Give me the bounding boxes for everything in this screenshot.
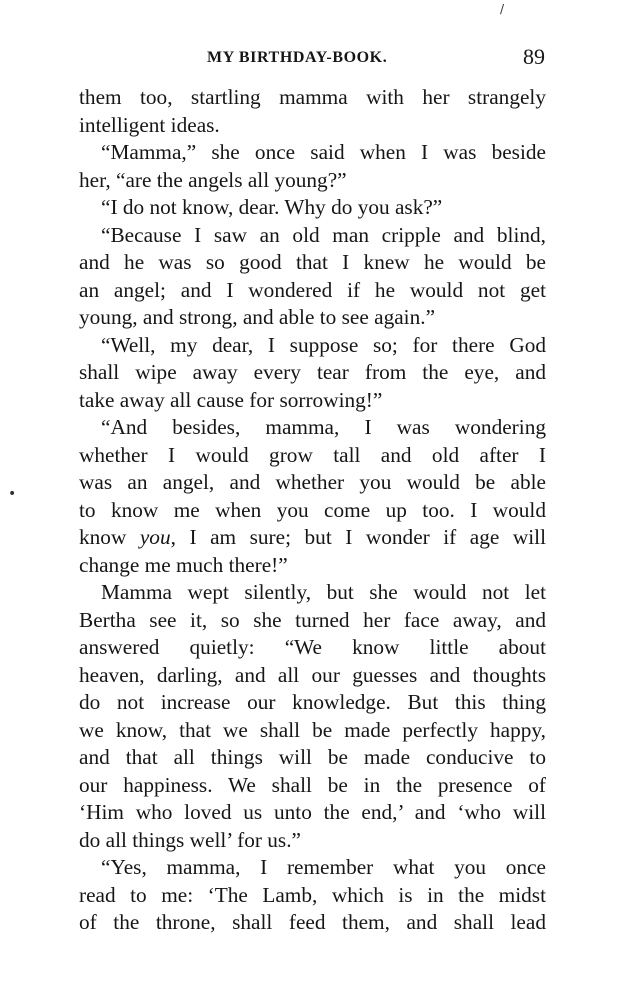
text-line: “And besides, mamma, I was wondering	[101, 415, 546, 439]
stray-pencil-mark: /	[500, 2, 505, 16]
text-line: was an angel, and whether you would be able	[79, 470, 546, 494]
text-line: intelligent ideas.	[79, 112, 220, 137]
text-line-with-emphasis	[79, 524, 546, 552]
text-line: take away all cause for sorrowing!”	[79, 387, 383, 412]
text-line: “Because I saw an old man cripple and blind,	[101, 222, 546, 247]
page-header	[80, 44, 547, 74]
text-line: Bertha see it, so she turned her face away, and	[79, 607, 546, 632]
text-segment: know	[79, 525, 140, 549]
text-line: of the throne, shall feed them, and shall lead	[79, 910, 546, 934]
text-line: shall wipe away every tear from the eye, and	[79, 360, 546, 384]
body-text	[79, 84, 546, 937]
text-line: “Yes, mamma, I remember what you once	[101, 855, 546, 879]
margin-dot-mark: •	[8, 486, 17, 502]
text-line: “I do not know, dear. Why do you ask?”	[101, 195, 443, 219]
text-line: do all things well’ for us.”	[79, 827, 301, 852]
text-line: our happiness. We shall be in the presence of	[79, 772, 546, 797]
text-segment: , I am sure; but I wonder if age will	[170, 525, 547, 549]
text-line: Mamma wept silently, but she would not let	[101, 580, 546, 604]
text-line: and that all things will be made conducive to	[79, 745, 546, 769]
text-line: to know me when you come up too. I would	[79, 497, 546, 522]
text-line: “Well, my dear, I suppose so; for there God	[101, 332, 546, 357]
text-line: them too, startling mamma with her strangely	[79, 85, 546, 109]
text-line: we know, that we shall be made perfectly happy,	[79, 717, 546, 742]
text-line: read to me: ‘The Lamb, which is in the midst	[79, 882, 546, 907]
emphasized-word: you	[139, 525, 171, 549]
text-line: “Mamma,” she once said when I was beside	[101, 140, 546, 164]
text-line: change me much there!”	[79, 552, 288, 577]
text-line: ‘Him who loved us unto the end,’ and ‘who will	[79, 800, 546, 824]
text-line: answered quietly: “We know little about	[79, 635, 546, 659]
page-number: 89	[523, 44, 545, 69]
text-line: heaven, darling, and all our guesses and thoughts	[79, 662, 546, 687]
running-title: MY BIRTHDAY-BOOK.	[207, 49, 388, 66]
text-line: young, and strong, and able to see again.”	[79, 305, 436, 329]
text-line: an angel; and I wondered if he would not get	[79, 277, 546, 302]
text-line: her, “are the angels all young?”	[79, 167, 347, 192]
text-line: whether I would grow tall and old after I	[79, 442, 546, 467]
text-line: do not increase our knowledge. But this thing	[79, 690, 546, 714]
text-line: and he was so good that I knew he would be	[79, 250, 546, 274]
